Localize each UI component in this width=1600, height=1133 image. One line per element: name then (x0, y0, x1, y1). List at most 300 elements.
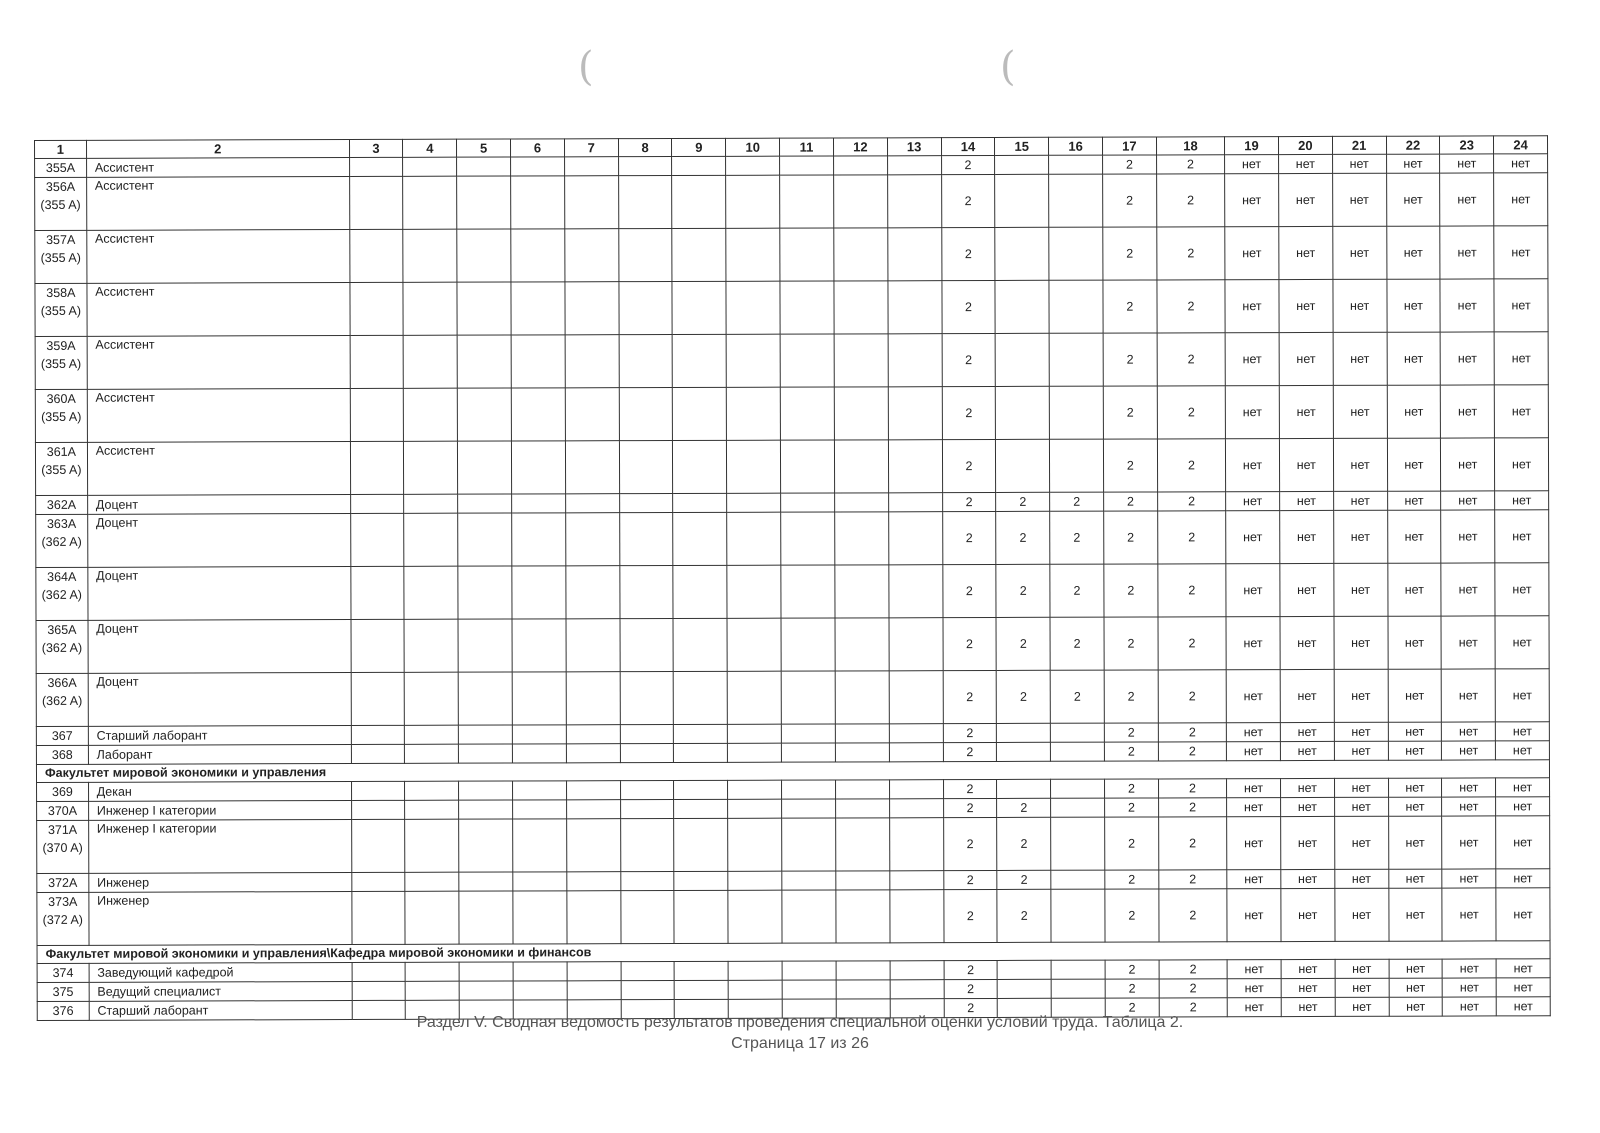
row-number: 364A (362 A) (36, 567, 88, 620)
flag-cell: нет (1226, 670, 1280, 723)
class-cell: 2 (1158, 564, 1226, 617)
col-header: 20 (1278, 136, 1332, 154)
class-cell: 2 (1104, 723, 1158, 742)
empty-cell (404, 619, 458, 672)
class-cell: 2 (1104, 511, 1158, 564)
empty-cell (674, 743, 728, 762)
class-cell: 2 (944, 979, 998, 998)
job-title: Ведущий специалист (89, 982, 352, 1002)
row-number: 358A (355 A) (35, 283, 87, 336)
empty-cell (727, 387, 781, 440)
flag-cell: нет (1280, 797, 1334, 816)
empty-cell (888, 387, 942, 440)
flag-cell: нет (1281, 978, 1335, 997)
empty-cell (888, 440, 942, 493)
class-cell: 2 (1103, 155, 1157, 174)
empty-cell (458, 619, 512, 672)
empty-cell (512, 566, 566, 619)
col-header: 21 (1332, 136, 1386, 154)
class-cell: 2 (1157, 227, 1225, 280)
class-cell: 2 (1105, 960, 1159, 979)
class-cell (1051, 960, 1105, 979)
table-row (37, 888, 1550, 946)
flag-cell: нет (1495, 669, 1549, 722)
flag-cell: нет (1332, 173, 1386, 226)
empty-cell (673, 440, 727, 493)
empty-cell (620, 671, 674, 724)
class-cell: 2 (1050, 511, 1104, 564)
class-cell: 2 (996, 617, 1050, 670)
empty-cell (887, 156, 941, 175)
flag-cell: нет (1226, 439, 1280, 492)
empty-cell (890, 961, 944, 980)
empty-cell (566, 672, 620, 725)
flag-cell: нет (1333, 279, 1387, 332)
col-header: 13 (887, 138, 941, 156)
flag-cell: нет (1496, 997, 1550, 1016)
class-cell: 2 (943, 617, 997, 670)
flag-cell: нет (1442, 722, 1496, 741)
class-cell: 2 (1157, 333, 1225, 386)
empty-cell (834, 281, 888, 334)
class-cell: 2 (1158, 817, 1226, 870)
class-cell: 2 (941, 280, 995, 333)
flag-cell: нет (1440, 226, 1494, 279)
flag-cell: нет (1389, 959, 1443, 978)
empty-cell (511, 157, 565, 176)
flag-cell: нет (1386, 279, 1440, 332)
class-cell: 2 (1105, 998, 1159, 1017)
empty-cell (780, 228, 834, 281)
empty-cell (782, 818, 836, 871)
table-row (36, 669, 1549, 727)
empty-cell (620, 618, 674, 671)
empty-cell (405, 872, 459, 891)
row-number: 371A (370 A) (37, 820, 89, 873)
empty-cell (403, 176, 457, 229)
flag-cell: нет (1387, 510, 1441, 563)
empty-cell (620, 871, 674, 890)
empty-cell (834, 334, 888, 387)
flag-cell: нет (1441, 491, 1495, 510)
job-title: Ассистент (86, 177, 349, 231)
flag-cell: нет (1279, 279, 1333, 332)
flag-cell: нет (1441, 510, 1495, 563)
empty-cell (512, 494, 566, 513)
empty-cell (457, 282, 511, 335)
job-title: Инженер (89, 873, 352, 893)
empty-cell (620, 818, 674, 871)
class-cell: 2 (943, 889, 997, 942)
flag-cell: нет (1494, 279, 1548, 332)
empty-cell (890, 980, 944, 999)
class-cell (1049, 333, 1103, 386)
class-cell: 2 (943, 870, 997, 889)
empty-cell (833, 156, 887, 175)
class-cell: 2 (942, 333, 996, 386)
empty-cell (728, 724, 782, 743)
flag-cell: нет (1442, 797, 1496, 816)
empty-cell (674, 724, 728, 743)
empty-cell (351, 672, 405, 725)
row-number: 365A (362 A) (36, 620, 88, 673)
flag-cell: нет (1494, 332, 1548, 385)
results-table (34, 135, 1551, 1021)
flag-cell: нет (1387, 563, 1441, 616)
class-cell: 2 (996, 564, 1050, 617)
flag-cell: нет (1389, 997, 1443, 1016)
empty-cell (458, 388, 512, 441)
flag-cell: нет (1496, 741, 1550, 760)
empty-cell (457, 176, 511, 229)
flag-cell: нет (1225, 174, 1279, 227)
table-row (37, 816, 1550, 874)
empty-cell (512, 619, 566, 672)
table-row (36, 616, 1549, 674)
class-cell: 2 (1105, 798, 1159, 817)
row-number: 360A (355 A) (35, 389, 87, 442)
flag-cell: нет (1442, 741, 1496, 760)
flag-cell: нет (1387, 438, 1441, 491)
empty-cell (726, 281, 780, 334)
class-cell (1051, 870, 1105, 889)
empty-cell (351, 819, 405, 872)
row-number: 356A (355 A) (35, 177, 87, 230)
col-header: 7 (564, 139, 618, 157)
flag-cell: нет (1280, 778, 1334, 797)
empty-cell (835, 565, 889, 618)
row-number: 375 (37, 982, 89, 1001)
empty-cell (566, 619, 620, 672)
class-cell (1050, 723, 1104, 742)
job-title: Инженер I категории (88, 801, 351, 821)
job-title: Декан (88, 782, 351, 802)
punch-hole-mark-left: ( (578, 44, 594, 90)
flag-cell: нет (1440, 154, 1494, 173)
table-row (36, 510, 1549, 568)
job-title: Старший лаборант (89, 1001, 352, 1021)
empty-cell (889, 799, 943, 818)
flag-cell: нет (1442, 869, 1496, 888)
empty-cell (890, 890, 944, 943)
empty-cell (459, 800, 513, 819)
empty-cell (513, 781, 567, 800)
flag-cell: нет (1225, 386, 1279, 439)
flag-cell: нет (1386, 154, 1440, 173)
flag-cell: нет (1280, 741, 1334, 760)
col-header: 12 (833, 138, 887, 156)
class-cell (1049, 155, 1103, 174)
class-cell (997, 960, 1051, 979)
empty-cell (405, 781, 459, 800)
empty-cell (405, 962, 459, 981)
punch-hole-mark-right: ( (1000, 44, 1016, 90)
empty-cell (458, 441, 512, 494)
job-title: Доцент (88, 620, 351, 674)
row-number: 372A (37, 873, 89, 892)
empty-cell (835, 743, 889, 762)
empty-cell (781, 512, 835, 565)
class-cell: 2 (942, 492, 996, 511)
flag-cell: нет (1388, 816, 1442, 869)
flag-cell: нет (1441, 563, 1495, 616)
class-cell: 2 (1156, 174, 1224, 227)
class-cell: 2 (1157, 439, 1225, 492)
col-header: 11 (780, 138, 834, 156)
flag-cell: нет (1281, 816, 1335, 869)
class-cell (1051, 817, 1105, 870)
flag-cell: нет (1227, 817, 1281, 870)
flag-cell: нет (1335, 997, 1389, 1016)
flag-cell: нет (1388, 888, 1442, 941)
class-cell: 2 (1104, 564, 1158, 617)
empty-cell (459, 781, 513, 800)
flag-cell: нет (1335, 888, 1389, 941)
col-header: 18 (1156, 137, 1224, 155)
table-row (35, 385, 1548, 443)
empty-cell (620, 724, 674, 743)
flag-cell: нет (1496, 959, 1550, 978)
flag-cell: нет (1332, 226, 1386, 279)
empty-cell (457, 335, 511, 388)
class-cell: 2 (996, 511, 1050, 564)
empty-cell (619, 493, 673, 512)
empty-cell (834, 175, 888, 228)
job-title: Доцент (87, 514, 350, 568)
empty-cell (566, 513, 620, 566)
empty-cell (889, 565, 943, 618)
class-cell: 2 (1158, 723, 1226, 742)
class-cell: 2 (1103, 174, 1157, 227)
flag-cell: нет (1334, 741, 1388, 760)
empty-cell (672, 228, 726, 281)
empty-cell (564, 176, 618, 229)
class-cell: 2 (997, 889, 1051, 942)
class-cell: 2 (941, 155, 995, 174)
flag-cell: нет (1387, 332, 1441, 385)
class-cell (1051, 798, 1105, 817)
flag-cell: нет (1226, 511, 1280, 564)
empty-cell (350, 282, 404, 335)
table-row (35, 279, 1548, 337)
flag-cell: нет (1333, 491, 1387, 510)
col-header: 10 (726, 138, 780, 156)
empty-cell (675, 961, 729, 980)
empty-cell (781, 671, 835, 724)
empty-cell (674, 871, 728, 890)
empty-cell (405, 891, 459, 944)
empty-cell (727, 512, 781, 565)
table-row (36, 563, 1549, 621)
class-cell (995, 333, 1049, 386)
flag-cell: нет (1442, 959, 1496, 978)
empty-cell (350, 494, 404, 513)
flag-cell: нет (1496, 797, 1550, 816)
class-cell: 2 (997, 798, 1051, 817)
empty-cell (888, 512, 942, 565)
class-cell: 2 (1050, 492, 1104, 511)
flag-cell: нет (1335, 869, 1389, 888)
empty-cell (726, 156, 780, 175)
empty-cell (672, 156, 726, 175)
flag-cell: нет (1495, 616, 1549, 669)
col-header: 14 (941, 137, 995, 155)
empty-cell (457, 229, 511, 282)
class-cell: 2 (1159, 979, 1227, 998)
empty-cell (888, 281, 942, 334)
empty-cell (350, 441, 404, 494)
flag-cell: нет (1281, 959, 1335, 978)
empty-cell (674, 780, 728, 799)
flag-cell: нет (1442, 778, 1496, 797)
class-cell: 2 (1158, 798, 1226, 817)
class-cell: 2 (1104, 742, 1158, 761)
empty-cell (835, 618, 889, 671)
empty-cell (728, 780, 782, 799)
empty-cell (781, 724, 835, 743)
flag-cell: нет (1335, 978, 1389, 997)
class-cell (997, 979, 1051, 998)
col-header: 9 (672, 138, 726, 156)
empty-cell (889, 724, 943, 743)
empty-cell (618, 175, 672, 228)
empty-cell (890, 871, 944, 890)
flag-cell: нет (1225, 333, 1279, 386)
flag-cell: нет (1440, 173, 1494, 226)
empty-cell (674, 890, 728, 943)
flag-cell: нет (1441, 438, 1495, 491)
flag-cell: нет (1496, 888, 1550, 941)
job-title: Ассистент (87, 389, 350, 443)
empty-cell (620, 780, 674, 799)
empty-cell (889, 743, 943, 762)
class-cell: 2 (943, 723, 997, 742)
flag-cell: нет (1280, 722, 1334, 741)
empty-cell (673, 618, 727, 671)
job-title: Лаборант (88, 745, 351, 765)
empty-cell (673, 334, 727, 387)
page-number: Страница 17 из 26 (731, 1035, 869, 1052)
empty-cell (567, 981, 621, 1000)
flag-cell: нет (1387, 491, 1441, 510)
empty-cell (566, 566, 620, 619)
empty-cell (350, 335, 404, 388)
col-header: 5 (457, 139, 511, 157)
empty-cell (727, 618, 781, 671)
empty-cell (836, 818, 890, 871)
flag-cell: нет (1280, 491, 1334, 510)
flag-cell: нет (1495, 438, 1549, 491)
flag-cell: нет (1279, 385, 1333, 438)
class-cell (997, 742, 1051, 761)
class-cell: 2 (1158, 617, 1226, 670)
empty-cell (887, 228, 941, 281)
flag-cell: нет (1440, 279, 1494, 332)
empty-cell (673, 565, 727, 618)
flag-cell: нет (1280, 616, 1334, 669)
empty-cell (349, 176, 403, 229)
flag-cell: нет (1388, 741, 1442, 760)
empty-cell (351, 891, 405, 944)
flag-cell: нет (1280, 563, 1334, 616)
job-title: Ассистент (86, 158, 349, 178)
flag-cell: нет (1387, 385, 1441, 438)
class-cell (1051, 889, 1105, 942)
flag-cell: нет (1440, 332, 1494, 385)
col-header: 15 (995, 137, 1049, 155)
empty-cell (889, 671, 943, 724)
section-title: Факультет мировой экономики и управления (36, 760, 1549, 783)
flag-cell: нет (1388, 722, 1442, 741)
class-cell: 2 (1159, 998, 1227, 1017)
class-cell: 2 (997, 817, 1051, 870)
empty-cell (836, 871, 890, 890)
class-cell: 2 (997, 670, 1051, 723)
flag-cell: нет (1441, 385, 1495, 438)
empty-cell (835, 780, 889, 799)
empty-cell (618, 228, 672, 281)
flag-cell: нет (1386, 173, 1440, 226)
flag-cell: нет (1335, 959, 1389, 978)
class-cell: 2 (1157, 492, 1225, 511)
empty-cell (728, 871, 782, 890)
empty-cell (728, 961, 782, 980)
empty-cell (458, 513, 512, 566)
flag-cell: нет (1333, 385, 1387, 438)
class-cell: 2 (1105, 889, 1159, 942)
class-cell: 2 (941, 227, 995, 280)
class-cell (1051, 979, 1105, 998)
empty-cell (782, 890, 836, 943)
empty-cell (567, 872, 621, 891)
class-cell: 2 (1157, 511, 1225, 564)
empty-cell (728, 743, 782, 762)
empty-cell (350, 513, 404, 566)
empty-cell (512, 513, 566, 566)
empty-cell (835, 512, 889, 565)
class-cell (995, 280, 1049, 333)
empty-cell (403, 282, 457, 335)
col-header: 17 (1102, 137, 1156, 155)
empty-cell (351, 800, 405, 819)
empty-cell (405, 725, 459, 744)
table-row (35, 226, 1548, 284)
job-title: Доцент (87, 495, 350, 515)
job-title: Заведующий кафедрой (89, 963, 352, 983)
row-number: 368 (36, 745, 88, 764)
job-title: Старший лаборант (88, 726, 351, 746)
flag-cell: нет (1494, 385, 1548, 438)
empty-cell (404, 566, 458, 619)
flag-cell: нет (1279, 173, 1333, 226)
flag-cell: нет (1389, 978, 1443, 997)
empty-cell (621, 980, 675, 999)
empty-cell (513, 981, 567, 1000)
empty-cell (459, 981, 513, 1000)
empty-cell (836, 890, 890, 943)
empty-cell (459, 725, 513, 744)
empty-cell (459, 891, 513, 944)
empty-cell (728, 980, 782, 999)
empty-cell (835, 724, 889, 743)
class-cell (995, 155, 1049, 174)
class-cell: 2 (1159, 889, 1227, 942)
class-cell: 2 (943, 798, 997, 817)
empty-cell (565, 335, 619, 388)
empty-cell (728, 818, 782, 871)
empty-cell (403, 229, 457, 282)
flag-cell: нет (1281, 869, 1335, 888)
